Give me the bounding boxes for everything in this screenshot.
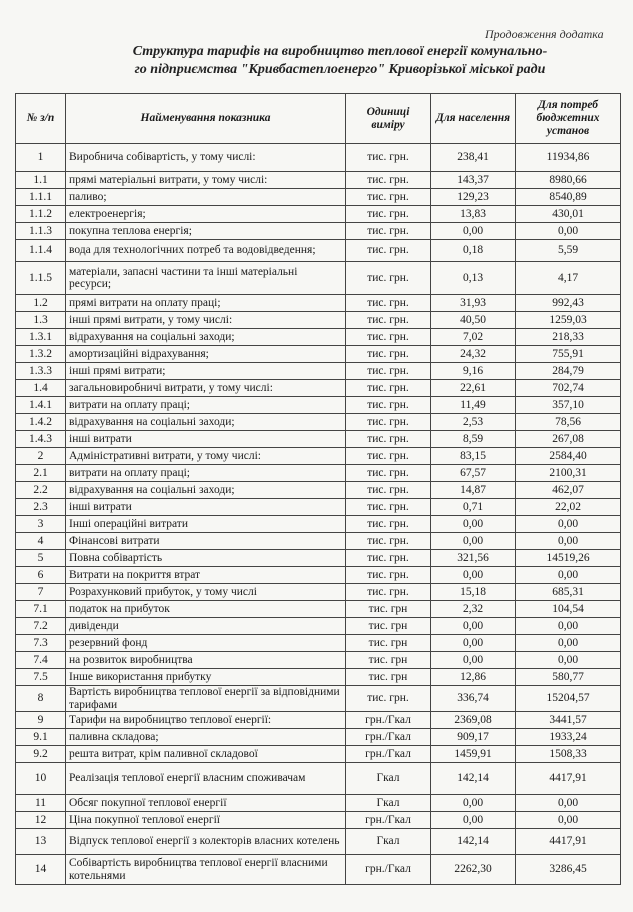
row-value-population: 2369,08 — [431, 712, 516, 729]
row-value-population: 8,59 — [431, 431, 516, 448]
row-indicator: Реалізація теплової енергії власним споживачам — [66, 763, 346, 795]
row-unit: тис. грн — [346, 652, 431, 669]
row-unit: тис. грн. — [346, 584, 431, 601]
row-number: 2.1 — [16, 465, 66, 482]
table-row — [16, 329, 621, 346]
row-value-budget: 78,56 — [516, 414, 621, 431]
row-value-budget: 0,00 — [516, 567, 621, 584]
row-unit: тис. грн. — [346, 240, 431, 262]
row-value-population: 0,00 — [431, 533, 516, 550]
table-row — [16, 584, 621, 601]
row-value-budget: 3286,45 — [516, 855, 621, 885]
table-row — [16, 516, 621, 533]
row-value-population: 2,32 — [431, 601, 516, 618]
row-number: 7.4 — [16, 652, 66, 669]
row-value-budget: 8540,89 — [516, 189, 621, 206]
row-unit: тис. грн. — [346, 533, 431, 550]
row-value-budget: 0,00 — [516, 516, 621, 533]
row-value-budget: 0,00 — [516, 533, 621, 550]
row-indicator: Витрати на покриття втрат — [66, 567, 346, 584]
row-unit: Гкал — [346, 829, 431, 855]
row-value-budget: 11934,86 — [516, 144, 621, 172]
row-unit: тис. грн. — [346, 567, 431, 584]
row-unit: тис. грн — [346, 669, 431, 686]
row-number: 8 — [16, 686, 66, 712]
row-value-budget: 580,77 — [516, 669, 621, 686]
row-number: 7.5 — [16, 669, 66, 686]
row-value-budget: 22,02 — [516, 499, 621, 516]
table-row — [16, 550, 621, 567]
table-header-row — [16, 94, 621, 144]
row-unit: грн./Гкал — [346, 746, 431, 763]
row-value-population: 129,23 — [431, 189, 516, 206]
row-value-population: 13,83 — [431, 206, 516, 223]
row-value-population: 0,00 — [431, 223, 516, 240]
row-indicator: Собівартість виробництва теплової енергії власними котельнями — [66, 855, 346, 885]
row-indicator: Інше використання прибутку — [66, 669, 346, 686]
row-value-population: 31,93 — [431, 295, 516, 312]
row-value-population: 67,57 — [431, 465, 516, 482]
row-value-population: 142,14 — [431, 829, 516, 855]
row-value-budget: 357,10 — [516, 397, 621, 414]
row-number: 4 — [16, 533, 66, 550]
row-number: 1.3.1 — [16, 329, 66, 346]
row-value-budget: 462,07 — [516, 482, 621, 499]
row-indicator: загальновиробничі витрати, у тому числі: — [66, 380, 346, 397]
row-value-population: 238,41 — [431, 144, 516, 172]
row-unit: Гкал — [346, 763, 431, 795]
row-unit: тис. грн. — [346, 482, 431, 499]
row-unit: тис. грн. — [346, 312, 431, 329]
table-row — [16, 414, 621, 431]
row-number: 2.2 — [16, 482, 66, 499]
row-value-population: 0,00 — [431, 795, 516, 812]
row-indicator: на розвиток виробництва — [66, 652, 346, 669]
row-value-budget: 2584,40 — [516, 448, 621, 465]
column-header-population: Для населення — [431, 94, 516, 144]
column-header-indicator: Найменування показника — [66, 94, 346, 144]
row-indicator: решта витрат, крім паливної складової — [66, 746, 346, 763]
row-unit: тис. грн. — [346, 397, 431, 414]
row-unit: тис. грн. — [346, 380, 431, 397]
row-value-budget: 3441,57 — [516, 712, 621, 729]
row-number: 7.3 — [16, 635, 66, 652]
column-header-number: № з/п — [16, 94, 66, 144]
row-unit: тис. грн. — [346, 431, 431, 448]
row-value-budget: 755,91 — [516, 346, 621, 363]
table-row — [16, 172, 621, 189]
row-unit: грн./Гкал — [346, 812, 431, 829]
row-value-population: 0,00 — [431, 812, 516, 829]
row-value-budget: 1508,33 — [516, 746, 621, 763]
row-number: 1.4.1 — [16, 397, 66, 414]
continuation-note: Продовження додатка — [485, 27, 604, 41]
row-indicator: прямі матеріальні витрати, у тому числі: — [66, 172, 346, 189]
table-row — [16, 669, 621, 686]
row-value-population: 909,17 — [431, 729, 516, 746]
table-row — [16, 240, 621, 262]
row-value-budget: 14519,26 — [516, 550, 621, 567]
row-indicator: Ціна покупної теплової енергії — [66, 812, 346, 829]
row-value-population: 0,00 — [431, 618, 516, 635]
row-number: 7.1 — [16, 601, 66, 618]
row-indicator: електроенергія; — [66, 206, 346, 223]
row-number: 2 — [16, 448, 66, 465]
row-number: 1 — [16, 144, 66, 172]
row-unit: тис. грн. — [346, 223, 431, 240]
table-row — [16, 855, 621, 885]
row-value-population: 14,87 — [431, 482, 516, 499]
row-value-budget: 1933,24 — [516, 729, 621, 746]
row-value-budget: 4417,91 — [516, 763, 621, 795]
column-header-budget: Для потреб бюджетних установ — [516, 94, 621, 144]
row-indicator: витрати на оплату праці; — [66, 465, 346, 482]
row-number: 7 — [16, 584, 66, 601]
table-row — [16, 363, 621, 380]
row-value-budget: 992,43 — [516, 295, 621, 312]
row-indicator: відрахування на соціальні заходи; — [66, 329, 346, 346]
row-number: 14 — [16, 855, 66, 885]
table-row — [16, 746, 621, 763]
row-indicator: Фінансові витрати — [66, 533, 346, 550]
table-row — [16, 144, 621, 172]
row-unit: тис. грн. — [346, 550, 431, 567]
row-value-budget: 218,33 — [516, 329, 621, 346]
row-indicator: відрахування на соціальні заходи; — [66, 414, 346, 431]
row-number: 1.3 — [16, 312, 66, 329]
row-value-population: 83,15 — [431, 448, 516, 465]
row-value-budget: 4,17 — [516, 262, 621, 295]
table-row — [16, 652, 621, 669]
table-row — [16, 618, 621, 635]
row-number: 1.1 — [16, 172, 66, 189]
row-number: 1.1.2 — [16, 206, 66, 223]
table-row — [16, 465, 621, 482]
row-value-budget: 104,54 — [516, 601, 621, 618]
row-indicator: інші прямі витрати; — [66, 363, 346, 380]
row-number: 2.3 — [16, 499, 66, 516]
table-row — [16, 223, 621, 240]
table-row — [16, 712, 621, 729]
row-value-population: 2,53 — [431, 414, 516, 431]
row-indicator: паливна складова; — [66, 729, 346, 746]
table-row — [16, 567, 621, 584]
row-indicator: матеріали, запасні частини та інші матеріальні ресурси; — [66, 262, 346, 295]
table-row — [16, 499, 621, 516]
row-value-budget: 685,31 — [516, 584, 621, 601]
table-row — [16, 431, 621, 448]
row-unit: тис. грн. — [346, 206, 431, 223]
row-value-budget: 0,00 — [516, 618, 621, 635]
row-unit: тис. грн. — [346, 499, 431, 516]
row-unit: тис. грн. — [346, 465, 431, 482]
row-value-population: 2262,30 — [431, 855, 516, 885]
table-row — [16, 397, 621, 414]
row-indicator: Інші операційні витрати — [66, 516, 346, 533]
row-value-population: 0,00 — [431, 567, 516, 584]
table-row — [16, 448, 621, 465]
row-indicator: інші прямі витрати, у тому числі: — [66, 312, 346, 329]
table-row — [16, 812, 621, 829]
table-row — [16, 829, 621, 855]
row-value-budget: 5,59 — [516, 240, 621, 262]
row-unit: тис. грн. — [346, 686, 431, 712]
row-value-population: 143,37 — [431, 172, 516, 189]
row-number: 1.4 — [16, 380, 66, 397]
document-title — [60, 43, 620, 79]
row-value-budget: 0,00 — [516, 635, 621, 652]
row-unit: тис. грн. — [346, 144, 431, 172]
table-row — [16, 189, 621, 206]
row-indicator: Виробнича собівартість, у тому числі: — [66, 144, 346, 172]
row-indicator: Тарифи на виробництво теплової енергії: — [66, 712, 346, 729]
row-value-population: 40,50 — [431, 312, 516, 329]
table-row — [16, 295, 621, 312]
row-value-budget: 284,79 — [516, 363, 621, 380]
table-row — [16, 346, 621, 363]
row-indicator: Відпуск теплової енергії з колекторів власних котелень — [66, 829, 346, 855]
row-number: 1.3.3 — [16, 363, 66, 380]
row-number: 1.1.1 — [16, 189, 66, 206]
row-number: 11 — [16, 795, 66, 812]
row-value-population: 7,02 — [431, 329, 516, 346]
table-row — [16, 482, 621, 499]
row-indicator: інші витрати — [66, 499, 346, 516]
table-row — [16, 686, 621, 712]
row-number: 1.4.3 — [16, 431, 66, 448]
table-row — [16, 262, 621, 295]
row-unit: Гкал — [346, 795, 431, 812]
row-indicator: Адміністративні витрати, у тому числі: — [66, 448, 346, 465]
row-number: 9.2 — [16, 746, 66, 763]
row-indicator: Обсяг покупної теплової енергії — [66, 795, 346, 812]
row-value-budget: 0,00 — [516, 223, 621, 240]
row-value-population: 0,00 — [431, 652, 516, 669]
row-value-population: 0,18 — [431, 240, 516, 262]
row-unit: тис. грн. — [346, 414, 431, 431]
row-value-population: 321,56 — [431, 550, 516, 567]
row-indicator: паливо; — [66, 189, 346, 206]
row-unit: тис. грн — [346, 601, 431, 618]
table-row — [16, 729, 621, 746]
row-unit: тис. грн. — [346, 329, 431, 346]
row-value-budget: 2100,31 — [516, 465, 621, 482]
row-number: 1.1.5 — [16, 262, 66, 295]
row-number: 1.3.2 — [16, 346, 66, 363]
tariff-table — [15, 93, 621, 885]
table-body — [16, 144, 621, 885]
row-unit: тис. грн. — [346, 346, 431, 363]
row-value-budget: 1259,03 — [516, 312, 621, 329]
row-indicator: резервний фонд — [66, 635, 346, 652]
title-line-2: го підприємства "Кривбастеплоенерго" Криворізької міської ради — [134, 62, 546, 77]
row-unit: грн./Гкал — [346, 855, 431, 885]
row-number: 9.1 — [16, 729, 66, 746]
row-unit: тис. грн. — [346, 189, 431, 206]
row-indicator: відрахування на соціальні заходи; — [66, 482, 346, 499]
row-number: 7.2 — [16, 618, 66, 635]
row-value-budget: 0,00 — [516, 812, 621, 829]
table-row — [16, 635, 621, 652]
row-number: 1.1.4 — [16, 240, 66, 262]
row-number: 5 — [16, 550, 66, 567]
row-unit: тис. грн. — [346, 172, 431, 189]
row-indicator: дивіденди — [66, 618, 346, 635]
row-indicator: амортизаційні відрахування; — [66, 346, 346, 363]
row-number: 9 — [16, 712, 66, 729]
table-row — [16, 533, 621, 550]
row-value-population: 12,86 — [431, 669, 516, 686]
row-value-population: 11,49 — [431, 397, 516, 414]
row-value-population: 15,18 — [431, 584, 516, 601]
row-unit: грн./Гкал — [346, 712, 431, 729]
row-indicator: покупна теплова енергія; — [66, 223, 346, 240]
row-unit: тис. грн. — [346, 262, 431, 295]
row-value-population: 336,74 — [431, 686, 516, 712]
row-value-population: 0,13 — [431, 262, 516, 295]
row-unit: грн./Гкал — [346, 729, 431, 746]
row-indicator: Повна собівартість — [66, 550, 346, 567]
row-value-population: 22,61 — [431, 380, 516, 397]
row-value-population: 0,71 — [431, 499, 516, 516]
row-indicator: витрати на оплату праці; — [66, 397, 346, 414]
row-number: 3 — [16, 516, 66, 533]
row-value-budget: 15204,57 — [516, 686, 621, 712]
row-indicator: прямі витрати на оплату праці; — [66, 295, 346, 312]
row-number: 1.4.2 — [16, 414, 66, 431]
title-line-1: Структура тарифів на виробництво теплової енергії комунально- — [132, 44, 548, 59]
row-unit: тис. грн. — [346, 516, 431, 533]
row-indicator: податок на прибуток — [66, 601, 346, 618]
row-number: 1.1.3 — [16, 223, 66, 240]
row-value-budget: 8980,66 — [516, 172, 621, 189]
row-value-population: 9,16 — [431, 363, 516, 380]
row-number: 12 — [16, 812, 66, 829]
row-value-budget: 4417,91 — [516, 829, 621, 855]
row-unit: тис. грн. — [346, 448, 431, 465]
table-row — [16, 312, 621, 329]
table-row — [16, 206, 621, 223]
row-value-population: 0,00 — [431, 635, 516, 652]
row-indicator: Вартість виробництва теплової енергії за відповідними тарифами — [66, 686, 346, 712]
table-row — [16, 380, 621, 397]
row-number: 13 — [16, 829, 66, 855]
row-value-budget: 430,01 — [516, 206, 621, 223]
table-row — [16, 601, 621, 618]
row-unit: тис. грн — [346, 618, 431, 635]
row-value-budget: 0,00 — [516, 652, 621, 669]
row-value-budget: 0,00 — [516, 795, 621, 812]
row-indicator: інші витрати — [66, 431, 346, 448]
row-unit: тис. грн. — [346, 363, 431, 380]
table-row — [16, 763, 621, 795]
row-unit: тис. грн — [346, 635, 431, 652]
row-unit: тис. грн. — [346, 295, 431, 312]
row-value-population: 0,00 — [431, 516, 516, 533]
row-value-budget: 267,08 — [516, 431, 621, 448]
row-value-budget: 702,74 — [516, 380, 621, 397]
row-number: 1.2 — [16, 295, 66, 312]
row-indicator: Розрахунковий прибуток, у тому числі — [66, 584, 346, 601]
row-indicator: вода для технологічних потреб та водовідведення; — [66, 240, 346, 262]
table-row — [16, 795, 621, 812]
row-number: 10 — [16, 763, 66, 795]
row-value-population: 1459,91 — [431, 746, 516, 763]
row-value-population: 142,14 — [431, 763, 516, 795]
row-number: 6 — [16, 567, 66, 584]
row-value-population: 24,32 — [431, 346, 516, 363]
column-header-unit: Одиниці виміру — [346, 94, 431, 144]
